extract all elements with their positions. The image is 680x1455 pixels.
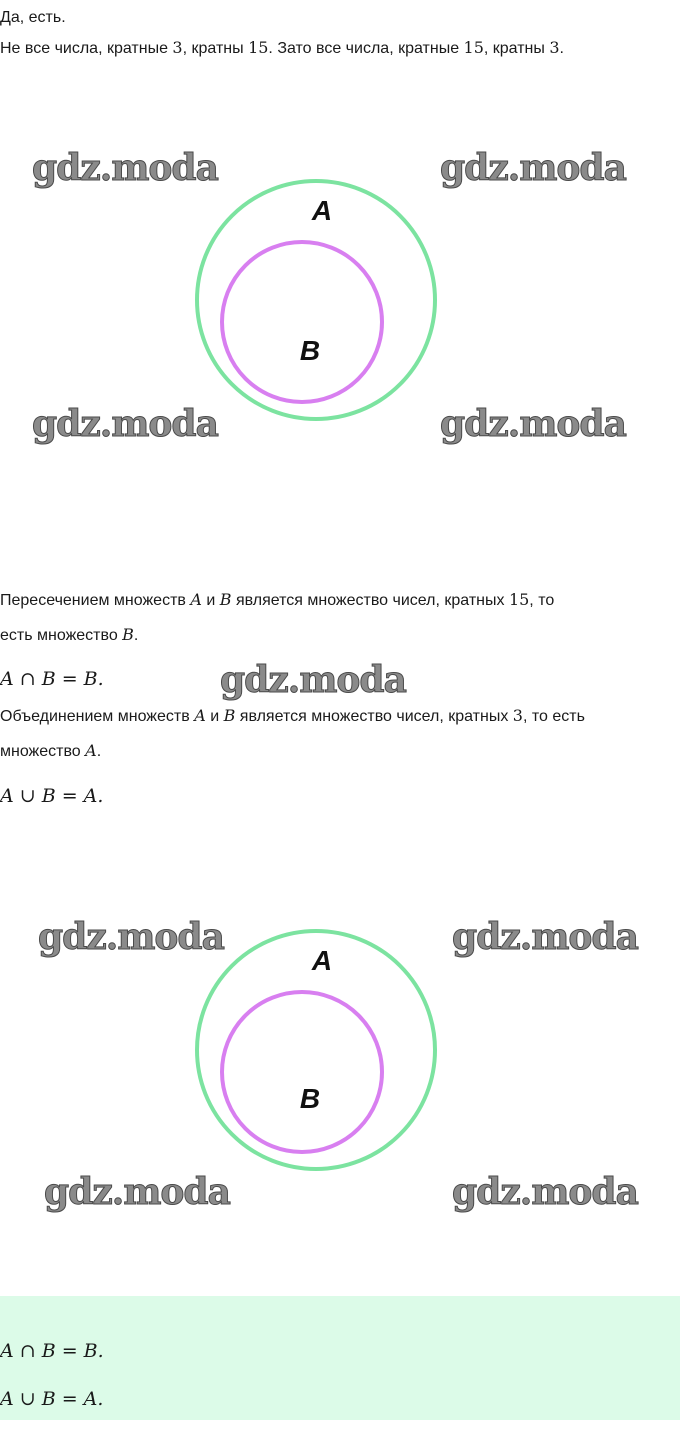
- watermark: gdz.moda: [440, 147, 626, 189]
- intro-text-3: . Зато все числа, кратные: [268, 40, 464, 57]
- union-sentence-line1: [0, 705, 585, 728]
- intersection-formula: A ∩ B = B.: [0, 668, 104, 690]
- union-text: множество: [0, 743, 86, 760]
- intro-text-1: Не все числа, кратные: [0, 40, 173, 57]
- intro-number-3: 3: [172, 38, 183, 57]
- intro-statement: [0, 37, 564, 60]
- intersection-sentence-line2: [0, 624, 138, 647]
- answer-box: [0, 1296, 680, 1420]
- set-b-circle: [222, 992, 382, 1152]
- period: .: [96, 743, 102, 760]
- intersection-text: есть множество: [0, 627, 123, 644]
- venn-diagram-1: [0, 160, 680, 440]
- intersection-text: является множество чисел, кратных: [231, 592, 509, 609]
- set-a-label: A: [311, 195, 333, 226]
- watermark: gdz.moda: [44, 1171, 230, 1213]
- watermark: gdz.moda: [440, 403, 626, 445]
- intersection-sentence-line1: [0, 589, 554, 612]
- number-15: 15: [508, 590, 530, 609]
- watermark: gdz.moda: [452, 1171, 638, 1213]
- set-b-label: B: [299, 335, 321, 366]
- intersection-text: , то: [529, 592, 555, 609]
- intersection-text: Пересечением множеств: [0, 592, 191, 609]
- conjunction: и: [205, 708, 224, 725]
- watermark: gdz.moda: [32, 403, 218, 445]
- set-a-label: A: [311, 945, 333, 976]
- intro-yes: Да, есть.: [0, 9, 66, 26]
- watermark: gdz.moda: [32, 147, 218, 189]
- conjunction: и: [201, 592, 220, 609]
- intro-text-2: , кратны: [182, 40, 249, 57]
- watermark: gdz.moda: [220, 659, 406, 701]
- union-sentence-line2: [0, 740, 101, 763]
- set-a-symbol: A: [190, 590, 202, 609]
- set-a-symbol: A: [85, 741, 97, 760]
- union-text: , то есть: [522, 708, 585, 725]
- set-b-circle: [222, 242, 382, 402]
- union-formula: A ∪ B = A.: [0, 785, 104, 807]
- intro-number-3b: 3: [549, 38, 560, 57]
- number-3: 3: [512, 706, 523, 725]
- intro-number-15: 15: [248, 38, 269, 57]
- set-b-symbol: B: [223, 706, 236, 725]
- set-b-symbol: B: [219, 590, 232, 609]
- set-b-symbol: B: [122, 625, 134, 644]
- set-b-label: B: [299, 1083, 321, 1114]
- intro-text-5: .: [559, 40, 564, 57]
- intro-number-15b: 15: [463, 38, 484, 57]
- answer-intersection-formula: A ∩ B = B.: [0, 1340, 104, 1362]
- union-text: является множество чисел, кратных: [235, 708, 513, 725]
- set-a-symbol: A: [194, 706, 206, 725]
- watermark: gdz.moda: [38, 916, 224, 958]
- watermark: gdz.moda: [452, 916, 638, 958]
- answer-union-formula: A ∪ B = A.: [0, 1388, 104, 1410]
- union-text: Объединением множеств: [0, 708, 195, 725]
- intro-text-4: , кратны: [483, 40, 550, 57]
- period: .: [133, 627, 139, 644]
